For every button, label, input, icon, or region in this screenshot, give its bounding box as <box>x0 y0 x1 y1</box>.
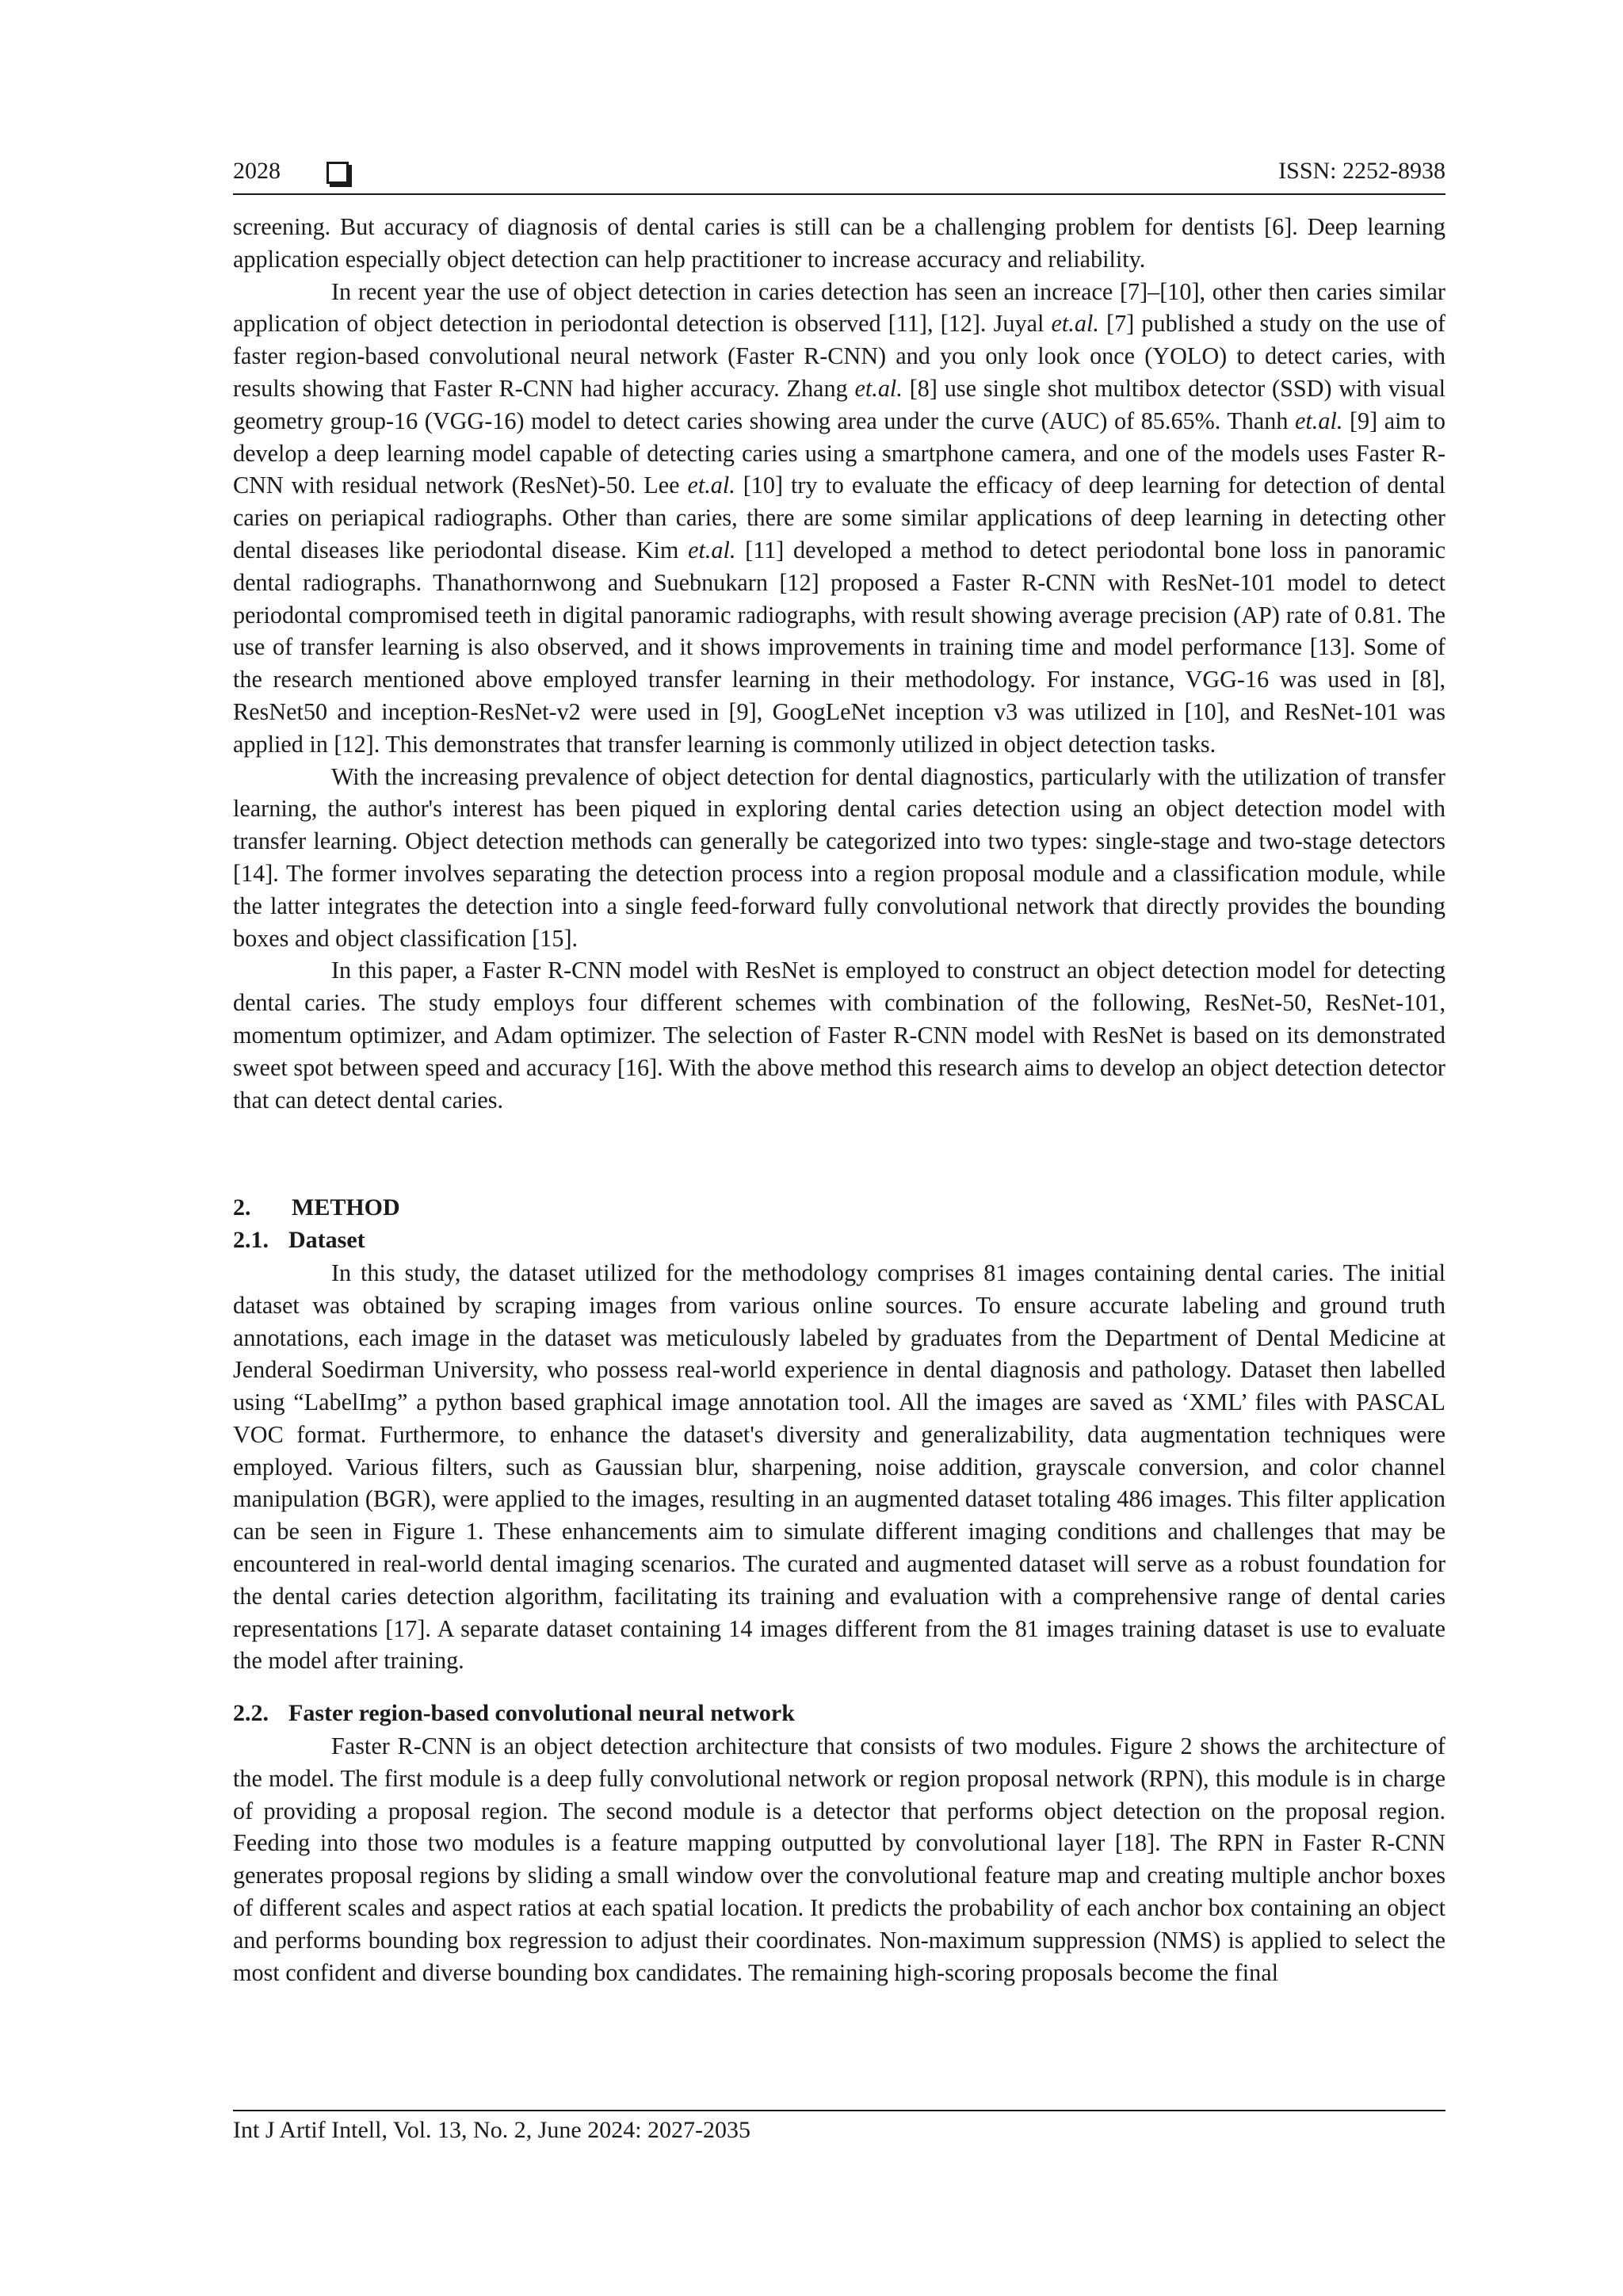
running-footer: Int J Artif Intell, Vol. 13, No. 2, June 2024: 2027-2035 <box>233 2117 751 2143</box>
article-body <box>233 211 1445 1988</box>
running-header <box>233 155 1445 195</box>
paragraph-related-work: In recent year the use of object detection in caries detection has seen an increace [7]–[10], other then caries similar application of object detection in periodontal detection is observed [11], [12]. Juyal et.al. [7] published a study on the use of faster region-based convolutional neural network (Faster R-CNN) and you only look once (YOLO) to detect caries, with results showing that Faster R-CNN had higher accuracy. Zhang et.al. [8] use single shot multibox detector (SSD) with visual geometry group-16 (VGG-16) model to detect caries showing area under the curve (AUC) of 85.65%. Thanh et.al. [9] aim to develop a deep learning model capable of detecting caries using a smartphone camera, and one of the models uses Faster R-CNN with residual network (ResNet)-50. Lee et.al. [10] try to evaluate the efficacy of deep learning for detection of dental caries on periapical radiographs. Other than caries, there are some similar applications of deep learning in detecting other dental diseases like periodontal disease. Kim et.al. [11] developed a method to detect periodontal bone loss in panoramic dental radiographs. Thanathornwong and Suebnukarn [12] proposed a Faster R-CNN with ResNet-101 model to detect periodontal compromised teeth in digital panoramic radiographs, with result showing average precision (AP) rate of 0.81. The use of transfer learning is also observed, and it shows improvements in training time and model performance [13]. Some of the research mentioned above employed transfer learning in their methodology. For instance, VGG-16 was used in [8], ResNet50 and inception-ResNet-v2 were used in [9], GoogLeNet inception v3 was utilized in [10], and ResNet-101 was applied in [12]. This demonstrates that transfer learning is commonly utilized in object detection tasks. <box>233 277 1445 758</box>
paragraph-faster-rcnn: Faster R-CNN is an object detection architecture that consists of two modules. Figure 2 shows the architecture of the model. The first module is a deep fully convolutional network or region proposal network (RPN), this module is in charge of providing a proposal region. The second module is a detector that performs object detection on the proposal region. Feeding into those two modules is a feature mapping outputted by convolutional layer [18]. The RPN in Faster R-CNN generates proposal regions by sliding a small window over the convolutional feature map and creating multiple anchor boxes of different scales and aspect ratios at each spatial location. It predicts the probability of each anchor box containing an object and performs bounding box regression to adjust their coordinates. Non-maximum suppression (NMS) is applied to select the most confident and diverse bounding box candidates. The remaining high-scoring proposals become the final <box>233 1733 1445 1986</box>
section-heading-method: 2. METHOD <box>233 1194 400 1221</box>
paragraph-dataset: In this study, the dataset utilized for the methodology comprises 81 images containing dental caries. The initial dataset was obtained by scraping images from various online sources. To ensure accurate labeling and ground truth annotations, each image in the dataset was meticulously labeled by graduates from the Department of Dental Medicine at Jenderal Soedirman University, who possess real-world experience in dental diagnosis and pathology. Dataset then labelled using “LabelImg” a python based graphical image annotation tool. All the images are saved as ‘XML’ files with PASCAL VOC format. Furthermore, to enhance the dataset's diversity and generalizability, data augmentation techniques were employed. Various filters, such as Gaussian blur, sharpening, noise addition, grayscale conversion, and color channel manipulation (BGR), were applied to the images, resulting in an augmented dataset totaling 486 images. This filter application can be seen in Figure 1. These enhancements aim to simulate different imaging conditions and challenges that may be encountered in real-world dental imaging scenarios. The curated and augmented dataset will serve as a robust foundation for the dental caries detection algorithm, facilitating its training and evaluation with a comprehensive range of dental caries representations [17]. A separate dataset containing 14 images different from the 81 images training dataset is use to evaluate the model after training. <box>233 1259 1445 1675</box>
subsection-heading-dataset: 2.1. Dataset <box>233 1227 365 1254</box>
paragraph-motivation: With the increasing prevalence of object detection for dental diagnostics, particularly with the utilization of transfer learning, the author's interest has been piqued in exploring dental caries detection using an object detection model with transfer learning. Object detection methods can generally be categorized into two types: single-stage and two-stage detectors [14]. The former involves separating the detection process into a region proposal module and a classification module, while the latter integrates the detection into a single feed-forward fully convolutional network that directly provides the bounding boxes and object classification [15]. <box>233 762 1445 952</box>
header-rule <box>233 193 1445 195</box>
subsection-heading-faster-rcnn: 2.2. Faster region-based convolutional neural network <box>233 1700 795 1727</box>
footer-rule <box>233 2110 1445 2111</box>
checkbox-square-icon <box>327 162 349 184</box>
issn-label: ISSN: 2252-8938 <box>1278 158 1445 184</box>
paragraph-contribution: In this paper, a Faster R-CNN model with ResNet is employed to construct an object detection model for detecting dental caries. The study employs four different schemes with combination of the following, ResNet-50, ResNet-101, momentum optimizer, and Adam optimizer. The selection of Faster R-CNN model with ResNet is based on its demonstrated sweet spot between speed and accuracy [16]. With the above method this research aims to develop an object detection detector that can detect dental caries. <box>233 957 1445 1114</box>
page-number: 2028 <box>233 158 281 184</box>
paragraph-intro-continued: screening. But accuracy of diagnosis of dental caries is still can be a challenging problem for dentists [6]. Deep learning application especially object detection can help practitioner to increase accuracy and reliability. <box>233 213 1445 273</box>
